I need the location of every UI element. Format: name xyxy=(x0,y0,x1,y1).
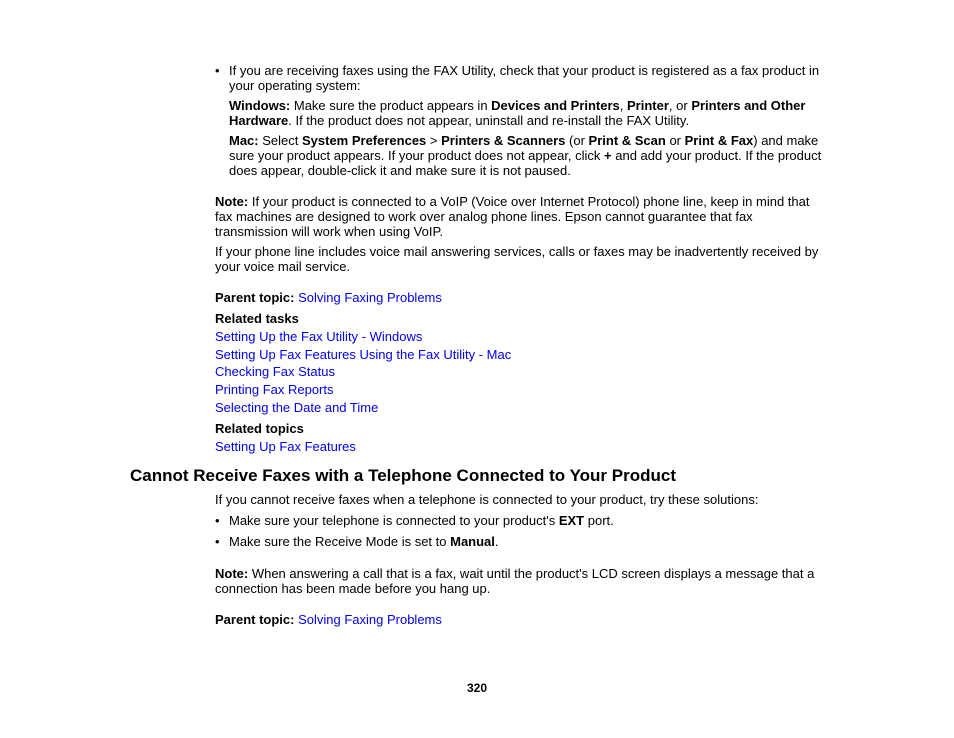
mac-text-4: or xyxy=(665,133,685,148)
section-heading: Cannot Receive Faxes with a Telephone Connected to Your Product xyxy=(130,466,676,485)
devices-and-printers-term: Devices and Printers xyxy=(491,98,620,113)
related-topics-heading: Related topics xyxy=(215,421,304,436)
note-label: Note: xyxy=(215,566,249,581)
bullet-marker: • xyxy=(215,534,220,549)
note-text: When answering a call that is a fax, wait until the product's LCD screen displays a message that a connection has been made before you hang up. xyxy=(215,566,815,596)
voicemail-paragraph: If your phone line includes voice mail answering services, calls or faxes may be inadvertently received by your voice mail service. xyxy=(215,244,819,274)
print-and-scan-term: Print & Scan xyxy=(588,133,666,148)
plus-term: + xyxy=(604,148,612,163)
mac-text-6: and add your product. If the product does appear, double-click it and make sure it is not paused. xyxy=(229,148,822,178)
windows-instructions xyxy=(229,98,829,128)
parent-topic-label: Parent topic: xyxy=(215,290,295,305)
bullet-text: Make sure your telephone is connected to your product's xyxy=(229,513,559,528)
parent-topic xyxy=(215,290,825,305)
windows-text-2: , xyxy=(619,98,628,113)
mac-text-2: > xyxy=(426,133,442,148)
related-task-link[interactable]: Setting Up Fax Features Using the Fax Utility - Mac xyxy=(215,347,512,362)
windows-text-4: . If the product does not appear, uninstall and re-install the FAX Utility. xyxy=(288,113,690,128)
solving-faxing-problems-link[interactable]: Solving Faxing Problems xyxy=(298,612,442,627)
mac-text-1: Select xyxy=(258,133,302,148)
note-text: If your product is connected to a VoIP (Voice over Internet Protocol) phone line, keep in mind that fax machines are designed to work over analog phone lines. Epson cannot guarantee that fax transmission will work when using VoIP. xyxy=(215,194,810,239)
printers-and-other-hardware-term: Printers and Other Hardware xyxy=(229,98,806,128)
fax-utility-bullet-text: If you are receiving faxes using the FAX Utility, check that your product is registered as a fax product in your operating system: xyxy=(229,63,820,93)
voip-note xyxy=(215,194,825,239)
ext-port-bullet xyxy=(229,513,829,528)
parent-topic xyxy=(215,612,825,627)
bullet-marker: • xyxy=(215,63,220,78)
bullet-text: port. xyxy=(584,513,614,528)
section-intro: If you cannot receive faxes when a telephone is connected to your product, try these solutions: xyxy=(215,492,759,507)
print-and-fax-term: Print & Fax xyxy=(684,133,754,148)
related-task-link[interactable]: Selecting the Date and Time xyxy=(215,400,379,415)
system-preferences-term: System Preferences xyxy=(301,133,427,148)
note-label: Note: xyxy=(215,194,249,209)
printers-and-scanners-term: Printers & Scanners xyxy=(441,133,566,148)
windows-text-3: , or xyxy=(668,98,692,113)
parent-topic-label: Parent topic: xyxy=(215,612,295,627)
mac-label: Mac: xyxy=(229,133,259,148)
manual-term: Manual xyxy=(450,534,495,549)
solving-faxing-problems-link[interactable]: Solving Faxing Problems xyxy=(298,290,442,305)
receive-mode-bullet xyxy=(229,534,829,549)
mac-text-5: ) and make sure your product appears. If your product does not appear, click xyxy=(229,133,819,163)
related-topic-link[interactable]: Setting Up Fax Features xyxy=(215,439,356,454)
bullet-text: . xyxy=(494,534,499,549)
mac-text-3: (or xyxy=(565,133,589,148)
bullet-text: Make sure the Receive Mode is set to xyxy=(229,534,451,549)
bullet-marker: • xyxy=(215,513,220,528)
ext-term: EXT xyxy=(558,513,585,528)
related-tasks-heading: Related tasks xyxy=(215,311,299,326)
page-number: 320 xyxy=(466,681,488,695)
related-task-link[interactable]: Setting Up the Fax Utility - Windows xyxy=(215,329,423,344)
printer-term: Printer xyxy=(627,98,669,113)
mac-instructions xyxy=(229,133,829,178)
related-task-link[interactable]: Printing Fax Reports xyxy=(215,382,334,397)
related-task-link[interactable]: Checking Fax Status xyxy=(215,364,335,379)
answering-note xyxy=(215,566,825,596)
windows-label: Windows: xyxy=(229,98,291,113)
windows-text-1: Make sure the product appears in xyxy=(290,98,492,113)
